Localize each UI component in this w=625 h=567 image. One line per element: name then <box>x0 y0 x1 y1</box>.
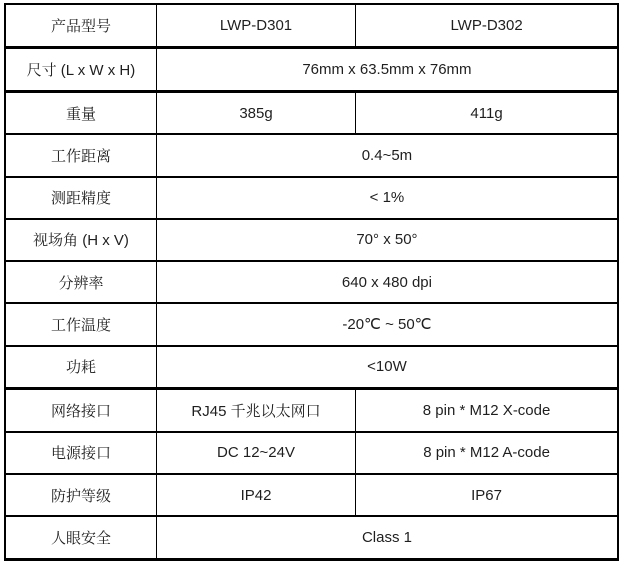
spec-value-cell: IP42 <box>156 474 355 516</box>
spec-label-cell: 尺寸 (L x W x H) <box>5 47 156 91</box>
table-row <box>5 516 618 559</box>
table-row <box>5 261 618 303</box>
spec-label-cell: 测距精度 <box>5 177 156 219</box>
table-row <box>5 134 618 176</box>
table-row <box>5 432 618 474</box>
spec-table <box>4 3 619 561</box>
spec-value-cell: LWP-D301 <box>156 4 355 47</box>
spec-value-cell: 411g <box>356 91 618 134</box>
spec-label-cell: 视场角 (H x V) <box>5 219 156 261</box>
spec-value-cell: 640 x 480 dpi <box>156 261 618 303</box>
table-row <box>5 303 618 345</box>
table-row <box>5 91 618 134</box>
spec-label-cell: 分辨率 <box>5 261 156 303</box>
spec-value-cell: 76mm x 63.5mm x 76mm <box>156 47 618 91</box>
spec-label-cell: 防护等级 <box>5 474 156 516</box>
spec-value-cell: Class 1 <box>156 516 618 559</box>
spec-label-cell: 电源接口 <box>5 432 156 474</box>
spec-value-cell: 385g <box>156 91 355 134</box>
table-row <box>5 474 618 516</box>
spec-label-cell: 人眼安全 <box>5 516 156 559</box>
spec-value-cell: 70° x 50° <box>156 219 618 261</box>
spec-value-cell: RJ45 千兆以太网口 <box>156 389 355 432</box>
spec-value-cell: -20℃ ~ 50℃ <box>156 303 618 345</box>
table-row <box>5 177 618 219</box>
spec-value-cell: 8 pin * M12 X-code <box>356 389 618 432</box>
table-row <box>5 4 618 47</box>
spec-label-cell: 工作距离 <box>5 134 156 176</box>
spec-value-cell: IP67 <box>356 474 618 516</box>
spec-label-cell: 产品型号 <box>5 4 156 47</box>
table-row <box>5 219 618 261</box>
spec-value-cell: <10W <box>156 346 618 389</box>
spec-value-cell: 0.4~5m <box>156 134 618 176</box>
spec-value-cell: LWP-D302 <box>356 4 618 47</box>
spec-value-cell: < 1% <box>156 177 618 219</box>
spec-label-cell: 功耗 <box>5 346 156 389</box>
table-row <box>5 346 618 389</box>
spec-value-cell: 8 pin * M12 A-code <box>356 432 618 474</box>
table-row <box>5 47 618 91</box>
table-row <box>5 389 618 432</box>
spec-label-cell: 工作温度 <box>5 303 156 345</box>
spec-label-cell: 重量 <box>5 91 156 134</box>
spec-value-cell: DC 12~24V <box>156 432 355 474</box>
spec-label-cell: 网络接口 <box>5 389 156 432</box>
